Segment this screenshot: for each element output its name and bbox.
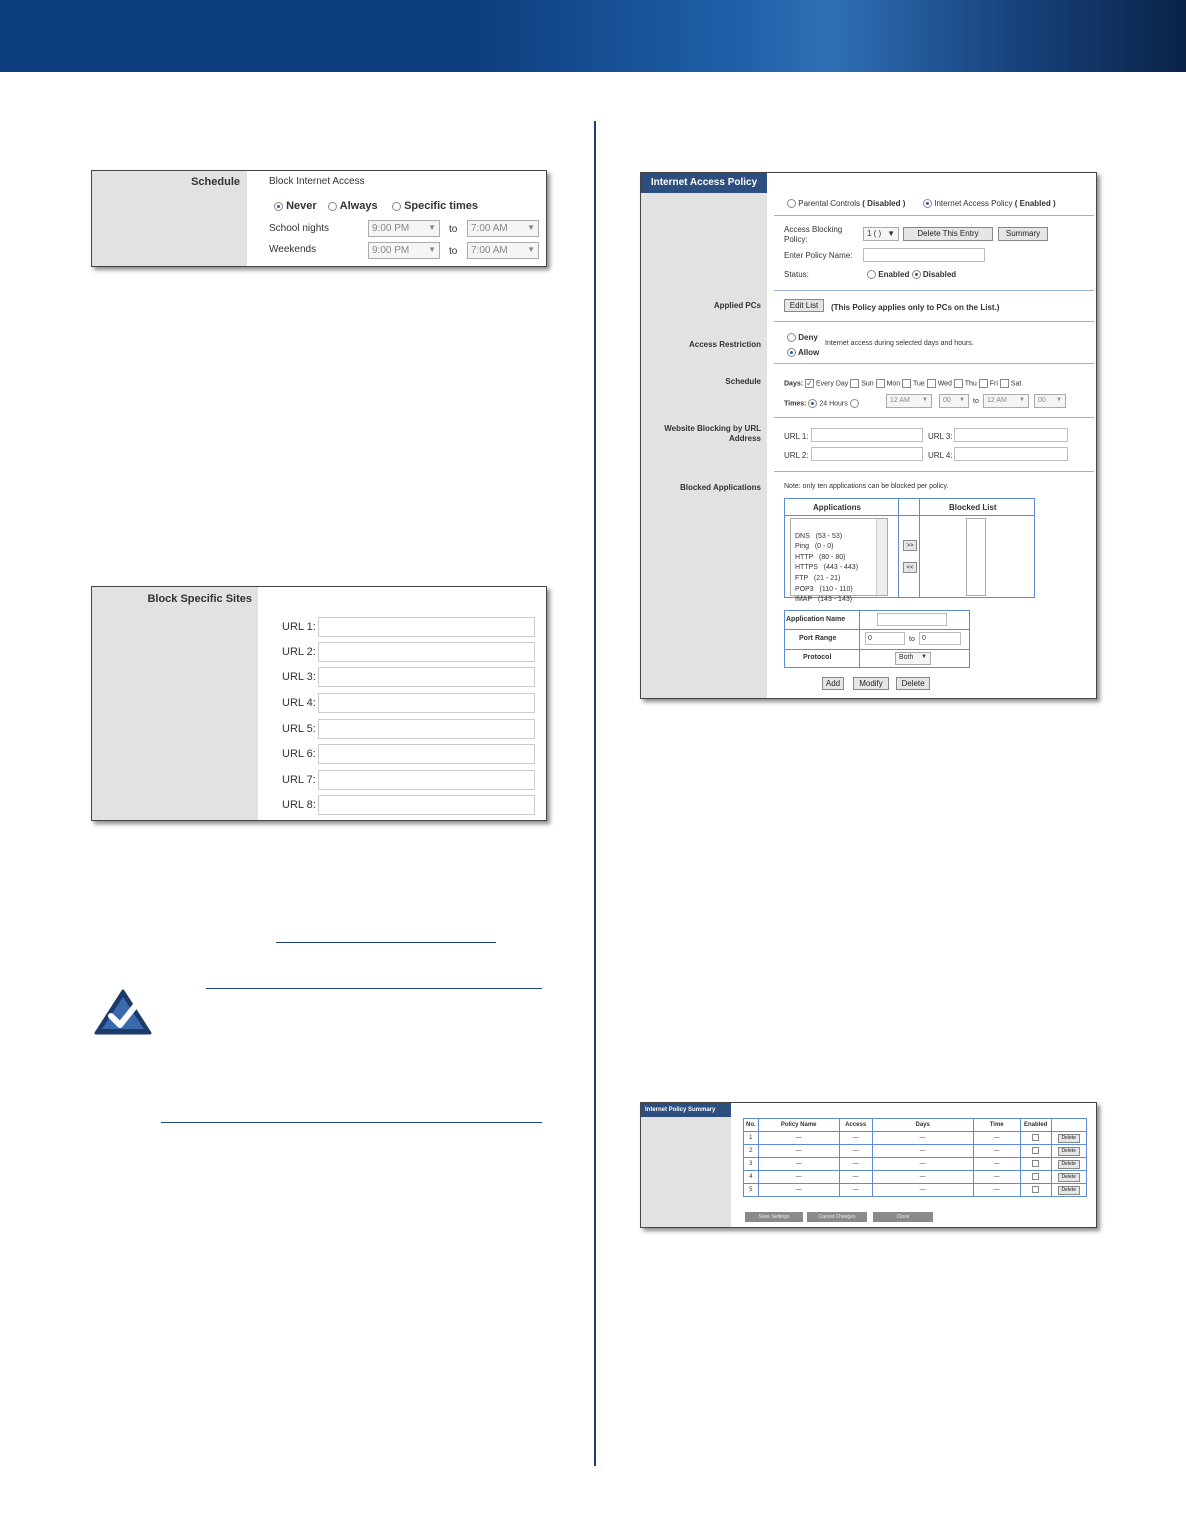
protocol-label: Protocol (803, 654, 832, 661)
time-to-label: to (973, 398, 979, 405)
blocked-note: Note: only ten applications can be blocked per policy. (784, 483, 949, 490)
internet-access-policy-screenshot (640, 172, 1097, 699)
schedule-label: Schedule (191, 176, 240, 188)
row-time: — (973, 1158, 1020, 1171)
time-from-hour-value: 12 AM (890, 397, 910, 404)
port-range-label: Port Range (799, 635, 837, 642)
24-hours-radio[interactable] (808, 399, 817, 408)
port-from-value: 0 (868, 635, 872, 642)
parental-controls-label: Parental Controls (798, 199, 861, 208)
url6-label: URL 6: (282, 748, 316, 760)
chevron-down-icon: ▼ (527, 245, 535, 254)
url8-label: URL 8: (282, 799, 316, 811)
application-item[interactable]: HTTP (80 - 80) (795, 553, 846, 561)
sun-label: Sun (861, 380, 874, 388)
access-blocking-select[interactable] (863, 227, 899, 241)
row-policy-name: — (758, 1158, 839, 1171)
section-divider (774, 290, 1094, 291)
internet-policy-summary-screenshot (640, 1102, 1097, 1228)
allow-label: Allow (797, 348, 820, 357)
row-no: 3 (744, 1158, 759, 1171)
row-delete-button[interactable]: Delete (1058, 1160, 1080, 1169)
url7-input[interactable] (318, 770, 535, 790)
url5-input[interactable] (318, 719, 535, 739)
always-label: Always (339, 200, 378, 212)
row-access: — (839, 1158, 872, 1171)
wed-checkbox[interactable] (927, 379, 936, 388)
protocol-value: Both (899, 654, 914, 661)
thu-checkbox[interactable] (954, 379, 963, 388)
section-divider (774, 471, 1094, 472)
url1-label: URL 1: (282, 621, 316, 633)
chevron-down-icon: ▼ (1019, 397, 1025, 403)
internet-access-policy-state: ( Enabled ) (1014, 199, 1056, 208)
row-access: — (839, 1171, 872, 1184)
block-sites-label-column (92, 587, 258, 820)
fri-checkbox[interactable] (979, 379, 988, 388)
row-access: — (839, 1132, 872, 1145)
row-delete-button[interactable]: Delete (1058, 1186, 1080, 1195)
url8-input[interactable] (318, 795, 535, 815)
school-nights-label: School nights (269, 223, 330, 234)
row-days: — (872, 1132, 973, 1145)
row-days: — (872, 1145, 973, 1158)
mon-label: Mon (886, 380, 901, 388)
schedule-screenshot (91, 170, 547, 267)
row-policy-name: — (758, 1171, 839, 1184)
url3-label: URL 3: (282, 671, 316, 683)
tue-label: Tue (912, 380, 925, 388)
applied-pcs-label: Applied PCs (713, 301, 761, 310)
chevron-down-icon: ▼ (1056, 397, 1062, 403)
tue-checkbox[interactable] (902, 379, 911, 388)
url2-label: URL 2: (282, 646, 316, 658)
application-item[interactable]: POP3 (110 - 110) (795, 585, 853, 593)
restriction-note: Internet access during selected days and hours. (825, 340, 974, 347)
every-day-label: Every Day (815, 380, 849, 388)
row-access: — (839, 1184, 872, 1197)
internet-access-policy-radio[interactable] (923, 199, 932, 208)
checkmark-note-icon (94, 989, 152, 1035)
weekends-from-select[interactable] (368, 242, 440, 259)
applied-pcs-note: (This Policy applies only to PCs on the List.) (831, 303, 1000, 312)
url7-label: URL 7: (282, 774, 316, 786)
url2-input[interactable] (318, 642, 535, 662)
thu-label: Thu (964, 380, 977, 388)
table-separator (784, 649, 970, 650)
row-policy-name: — (758, 1184, 839, 1197)
url4-label: URL 4: (282, 697, 316, 709)
table-separator (784, 629, 970, 630)
never-radio[interactable] (274, 202, 283, 211)
to-label: to (449, 224, 458, 235)
deny-label: Deny (798, 333, 818, 342)
sat-checkbox[interactable] (1000, 379, 1009, 388)
summary-label-column (641, 1103, 731, 1227)
summary-header-row (744, 1119, 1087, 1132)
col-no: No. (744, 1119, 759, 1132)
port-to-value: 0 (922, 635, 926, 642)
col-time: Time (973, 1119, 1020, 1132)
chevron-down-icon: ▼ (887, 229, 895, 238)
parental-controls-state: ( Disabled ) (862, 199, 906, 208)
section-divider (774, 417, 1094, 418)
time-from-minute-value: 00 (943, 397, 951, 404)
always-radio[interactable] (328, 202, 337, 211)
time-to-hour-value: 12 AM (987, 397, 1007, 404)
24-hours-label: 24 Hours (819, 400, 848, 408)
status-disabled-label: Disabled (922, 270, 957, 279)
policy-name-input[interactable] (863, 248, 985, 262)
application-item[interactable]: IMAP (143 - 143) (795, 596, 853, 604)
row-no: 2 (744, 1145, 759, 1158)
fri-label: Fri (989, 380, 998, 388)
time-from-hour-select[interactable] (886, 394, 932, 408)
status-enabled-label: Enabled (878, 270, 910, 279)
to-label: to (449, 246, 458, 257)
table-row (744, 1158, 1087, 1171)
blocked-list-header: Blocked List (949, 503, 997, 512)
school-nights-from-select[interactable] (368, 220, 440, 237)
table-row (744, 1184, 1087, 1197)
chevron-down-icon: ▼ (921, 654, 927, 660)
row-time: — (973, 1171, 1020, 1184)
school-nights-to-select[interactable] (467, 220, 539, 237)
table-row (744, 1145, 1087, 1158)
table-row (744, 1171, 1087, 1184)
note-bottom-line (161, 1122, 542, 1123)
save-settings-button[interactable]: Save Settings (745, 1212, 803, 1222)
policy-url2-input[interactable] (811, 447, 923, 461)
policy-url2-label: URL 2: (784, 451, 809, 460)
days-label: Days: (784, 380, 804, 388)
wed-label: Wed (937, 380, 952, 388)
application-item[interactable]: HTTPS (443 - 443) (795, 564, 859, 572)
block-sites-label: Block Specific Sites (147, 593, 252, 605)
enabled-checkbox[interactable] (1032, 1186, 1039, 1193)
specific-times-label: Specific times (404, 200, 479, 212)
policy-url3-input[interactable] (954, 428, 1068, 442)
row-no: 1 (744, 1132, 759, 1145)
row-time: — (973, 1132, 1020, 1145)
times-label: Times: (784, 400, 807, 408)
table-separator (898, 498, 899, 598)
status-enabled-radio[interactable] (867, 270, 876, 279)
sun-checkbox[interactable] (850, 379, 859, 388)
row-no: 5 (744, 1184, 759, 1197)
access-restriction-label: Access Restriction (688, 340, 761, 349)
school-nights-from-value: 9:00 PM (372, 223, 410, 234)
enabled-checkbox[interactable] (1032, 1160, 1039, 1167)
col-policy-name: Policy Name (758, 1119, 839, 1132)
policy-url1-input[interactable] (811, 428, 923, 442)
policy-url4-input[interactable] (954, 447, 1068, 461)
port-to-label: to (909, 636, 915, 643)
row-time: — (973, 1184, 1020, 1197)
access-blocking-label: Access Blocking Policy: (784, 225, 843, 244)
col-enabled: Enabled (1020, 1119, 1051, 1132)
row-no: 4 (744, 1171, 759, 1184)
divider-line (276, 942, 496, 943)
never-label: Never (286, 200, 317, 212)
move-right-button[interactable]: >> (903, 540, 917, 551)
row-days: — (872, 1158, 973, 1171)
custom-time-radio[interactable] (850, 399, 859, 408)
time-to-minute-select[interactable] (1034, 394, 1066, 408)
cancel-changes-button[interactable]: Cancel Changes (807, 1212, 867, 1222)
row-policy-name: — (758, 1132, 839, 1145)
col-access: Access (839, 1119, 872, 1132)
summary-button[interactable]: Summary (998, 227, 1048, 241)
mon-checkbox[interactable] (876, 379, 885, 388)
row-delete-button[interactable]: Delete (1058, 1173, 1080, 1182)
add-button[interactable]: Add (822, 677, 844, 690)
blocked-applications-label: Blocked Applications (679, 483, 761, 492)
section-divider (774, 215, 1094, 216)
sat-label: Sat (1010, 380, 1022, 388)
row-access: — (839, 1145, 872, 1158)
application-item[interactable]: Ping (0 - 0) (795, 543, 834, 551)
table-separator (859, 610, 860, 668)
row-days: — (872, 1171, 973, 1184)
enabled-checkbox[interactable] (1032, 1173, 1039, 1180)
column-divider (594, 121, 596, 1466)
app-name-label: Application Name (786, 616, 846, 623)
weekends-to-value: 7:00 AM (471, 245, 508, 256)
weekends-label: Weekends (269, 244, 317, 255)
school-nights-to-value: 7:00 AM (471, 223, 508, 234)
enabled-checkbox[interactable] (1032, 1134, 1039, 1141)
time-to-hour-select[interactable] (983, 394, 1029, 408)
url3-input[interactable] (318, 667, 535, 687)
url1-input[interactable] (318, 617, 535, 637)
chevron-down-icon: ▼ (959, 397, 965, 403)
applications-listbox[interactable] (790, 518, 888, 604)
weekends-to-select[interactable] (467, 242, 539, 259)
note-top-line (206, 988, 542, 989)
row-delete-button[interactable]: Delete (1058, 1147, 1080, 1156)
app-name-input[interactable] (877, 613, 947, 626)
section-divider (774, 321, 1094, 322)
block-specific-sites-screenshot (91, 586, 547, 821)
internet-access-policy-label: Internet Access Policy (934, 199, 1013, 208)
every-day-checkbox[interactable]: ✓ (806, 379, 813, 388)
policy-title: Internet Access Policy (641, 173, 767, 193)
header-banner (0, 0, 1186, 72)
row-time: — (973, 1145, 1020, 1158)
chevron-down-icon: ▼ (428, 223, 436, 232)
allow-radio[interactable] (787, 348, 796, 357)
status-disabled-radio[interactable] (912, 270, 921, 279)
policy-url1-label: URL 1: (784, 432, 809, 441)
listbox-scrollbar[interactable] (876, 519, 887, 595)
url5-label: URL 5: (282, 723, 316, 735)
policy-name-label: Enter Policy Name: (784, 251, 853, 260)
table-separator (919, 498, 920, 598)
section-divider (774, 363, 1094, 364)
weekends-from-value: 9:00 PM (372, 245, 410, 256)
delete-button[interactable]: Delete (896, 677, 930, 690)
modify-button[interactable]: Modify (853, 677, 889, 690)
url4-input[interactable] (318, 693, 535, 713)
website-blocking-label: Website Blocking by URL Address (664, 424, 761, 443)
application-item[interactable]: FTP (21 - 21) (795, 574, 841, 582)
time-to-minute-value: 00 (1038, 397, 1046, 404)
chevron-down-icon: ▼ (428, 245, 436, 254)
block-internet-heading: Block Internet Access (269, 176, 365, 187)
col-days: Days (872, 1119, 973, 1132)
row-delete-button[interactable]: Delete (1058, 1134, 1080, 1143)
chevron-down-icon: ▼ (527, 223, 535, 232)
delete-entry-button[interactable]: Delete This Entry (903, 227, 993, 241)
blocked-listbox[interactable] (966, 518, 986, 596)
time-from-minute-select[interactable] (939, 394, 969, 408)
specific-times-radio[interactable] (392, 202, 401, 211)
policy-url4-label: URL 4: (928, 451, 953, 460)
table-row (744, 1132, 1087, 1145)
policy-schedule-label: Schedule (725, 377, 761, 386)
move-left-button[interactable]: << (903, 562, 917, 573)
col-action (1051, 1119, 1086, 1132)
applications-header: Applications (813, 503, 862, 512)
policy-url3-label: URL 3: (928, 432, 953, 441)
application-item[interactable]: DNS (53 - 53) (795, 532, 843, 540)
deny-radio[interactable] (787, 333, 796, 342)
parental-controls-radio[interactable] (787, 199, 796, 208)
summary-title: Internet Policy Summary (641, 1103, 731, 1117)
summary-table (743, 1118, 1087, 1197)
chevron-down-icon: ▼ (922, 397, 928, 403)
row-days: — (872, 1184, 973, 1197)
row-policy-name: — (758, 1145, 839, 1158)
url6-input[interactable] (318, 744, 535, 764)
protocol-select[interactable] (895, 652, 931, 665)
access-blocking-value: 1 ( ) (867, 229, 882, 238)
close-button[interactable]: Close (873, 1212, 933, 1222)
status-label: Status: (784, 270, 809, 279)
edit-list-button[interactable]: Edit List (784, 299, 824, 312)
enabled-checkbox[interactable] (1032, 1147, 1039, 1154)
